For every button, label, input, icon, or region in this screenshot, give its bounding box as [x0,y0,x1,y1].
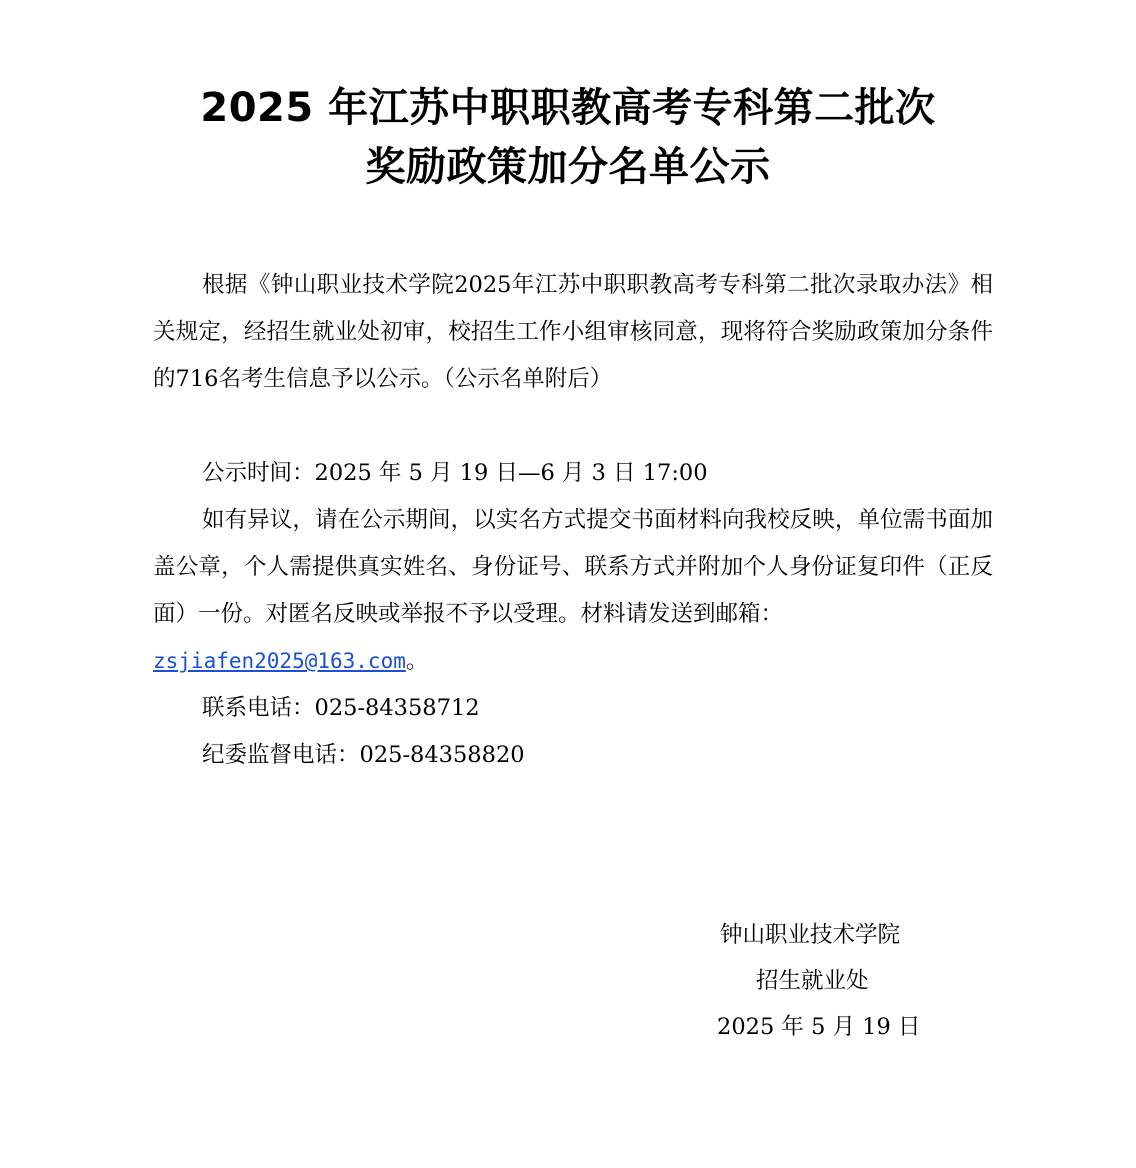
signature-department: 招生就业处 [756,968,869,994]
objection-paragraph [153,497,993,685]
signature-date: 2025 年 5 月 19 日 [717,1014,921,1040]
title-line-2: 奖励政策加分名单公示 [365,144,771,190]
email-suffix: 。 [405,648,429,674]
publicity-time: 公示时间：2025 年 5 月 19 日—6 月 3 日 17:00 [202,460,708,486]
supervision-phone: 纪委监督电话：025-84358820 [202,742,525,768]
objection-text: 如有异议，请在公示期间，以实名方式提交书面材料向我校反映，单位需书面加盖公章，个人需提供真实姓名、身份证号、联系方式并附加个人身份证复印件（正反面）一份。对匿名反映或举报不予以受理。材料请发送到邮箱： [153,507,993,627]
signature-organization: 钟山职业技术学院 [720,922,901,948]
intro-paragraph: 根据《钟山职业技术学院2025年江苏中职职教高考专科第二批次录取办法》相关规定，经招生就业处初审，校招生工作小组审核同意，现将符合奖励政策加分条件的716名考生信息予以公示。（公示名单附后） [153,272,993,392]
email-link[interactable]: zsjiafen2025@163.com [153,649,406,673]
contact-phone: 联系电话：025-84358712 [202,695,480,721]
title-line-1: 2025 年江苏中职职教高考专科第二批次 [200,85,936,131]
